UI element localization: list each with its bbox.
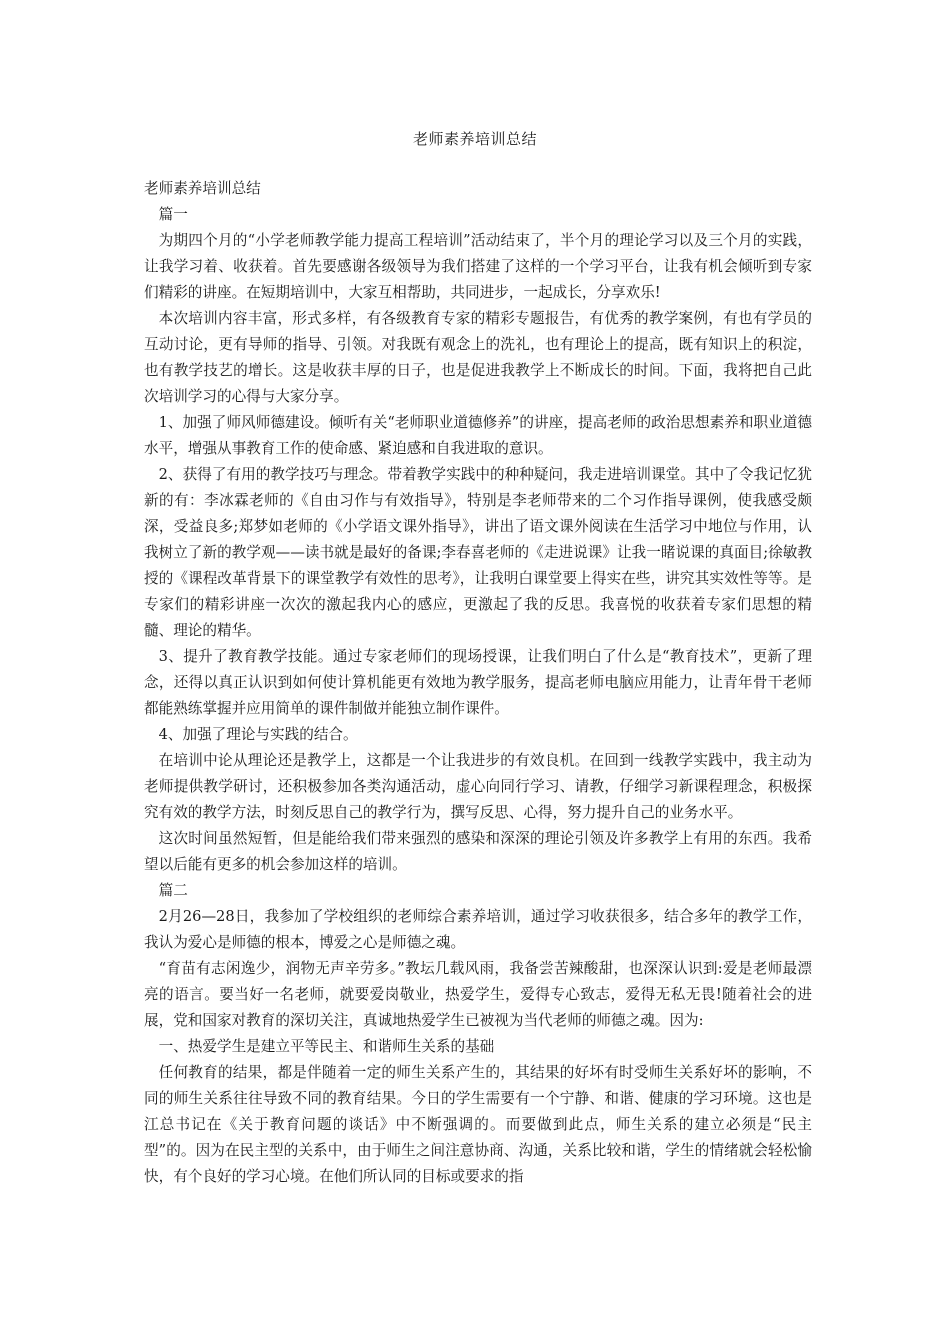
document-heading: 老师素养培训总结	[144, 180, 261, 197]
paragraph: “育苗有志闲逸少，润物无声辛劳多。”教坛几载风雨，我备尝苦辣酸甜，也深深认识到:爱是老师最漂亮的语言。要当好一名老师，就要爱岗敬业，热爱学生，爱得专心致志，爱得无私无畏!随着社会的进展，党和国家对教育的深切关注，真诚地热爱学生已被视为当代老师的师德之魂。因为:	[144, 960, 812, 1029]
paragraph: 3、提升了教育教学技能。通过专家老师们的现场授课，让我们明白了什么是“教育技术”，更新了理念，还得以真正认识到如何使计算机能更有效地为教学服务，提高老师电脑应用能力，让青年骨干老师都能熟练掌握并应用简单的课件制做并能独立制作课件。	[144, 648, 812, 717]
section-label-1: 篇一	[158, 206, 188, 223]
paragraph: 4、加强了理论与实践的结合。	[158, 726, 358, 743]
paragraph: 为期四个月的“小学老师教学能力提高工程培训”活动结束了，半个月的理论学习以及三个月的实践，让我学习着、收获着。首先要感谢各级领导为我们搭建了这样的一个学习平台，让我有机会倾听到专家们精彩的讲座。在短期培训中，大家互相帮助，共同进步，一起成长，分享欢乐!	[144, 232, 812, 301]
paragraph: 这次时间虽然短暂，但是能给我们带来强烈的感染和深深的理论引领及许多教学上有用的东西。我希望以后能有更多的机会参加这样的培训。	[144, 830, 812, 873]
paragraph: 2月26—28日，我参加了学校组织的老师综合素养培训，通过学习收获很多，结合多年的教学工作，我认为爱心是师德的根本，博爱之心是师德之魂。	[144, 908, 812, 951]
document-title: 老师素养培训总结	[412, 130, 537, 148]
paragraph: 在培训中论从理论还是教学上，这都是一个让我进步的有效良机。在回到一线教学实践中，我主动为老师提供教学研讨，还积极参加各类沟通活动，虚心向同行学习、请教，仔细学习新课程理念，积极探究有效的教学方法，时刻反思自己的教学行为，撰写反思、心得，努力提升自己的业务水平。	[144, 752, 812, 821]
paragraph: 任何教育的结果，都是伴随着一定的师生关系产生的，其结果的好坏有时受师生关系好坏的影响，不同的师生关系往往导致不同的教育结果。今日的学生需要有一个宁静、和谐、健康的学习环境。这也是江总书记在《关于教育问题的谈话》中不断强调的。而要做到此点，师生关系的建立必须是“民主型”的。因为在民主型的关系中，由于师生之间注意协商、沟通，关系比较和谐，学生的情绪就会轻松愉快，有个良好的学习心境。在他们所认同的目标或要求的指	[144, 1064, 812, 1185]
paragraph: 2、获得了有用的教学技巧与理念。带着教学实践中的种种疑问，我走进培训课堂。其中了令我记忆犹新的有：李冰霖老师的《自由习作与有效指导》，特别是李老师带来的二个习作指导课例，使我感受颇深，受益良多;郑梦如老师的《小学语文课外指导》，讲出了语文课外阅读在生活学习中地位与作用，认我树立了新的教学观——读书就是最好的备课;李春喜老师的《走进说课》让我一睹说课的真面目;徐敏教授的《课程改革背景下的课堂教学有效性的思考》，让我明白课堂要上得实在些，讲究其实效性等等。是专家们的精彩讲座一次次的激起我内心的感应，更激起了我的反思。我喜悦的收获着专家们思想的精髓、理论的精华。	[144, 466, 812, 639]
subheading: 一、热爱学生是建立平等民主、和谐师生关系的基础	[158, 1038, 495, 1055]
paragraph: 本次培训内容丰富，形式多样，有各级教育专家的精彩专题报告，有优秀的教学案例，有也有学员的互动讨论，更有导师的指导、引领。对我既有观念上的洗礼，也有理论上的提高，既有知识上的积淀，也有教学技艺的增长。这是收获丰厚的日子，也是促进我教学上不断成长的时间。下面，我将把自己此次培训学习的心得与大家分享。	[144, 310, 812, 405]
document-body	[144, 176, 812, 1190]
section-label-2: 篇二	[158, 882, 188, 899]
paragraph: 1、加强了师风师德建设。倾听有关“老师职业道德修养”的讲座，提高老师的政治思想素养和职业道德水平，增强从事教育工作的使命感、紧迫感和自我进取的意识。	[144, 414, 812, 457]
